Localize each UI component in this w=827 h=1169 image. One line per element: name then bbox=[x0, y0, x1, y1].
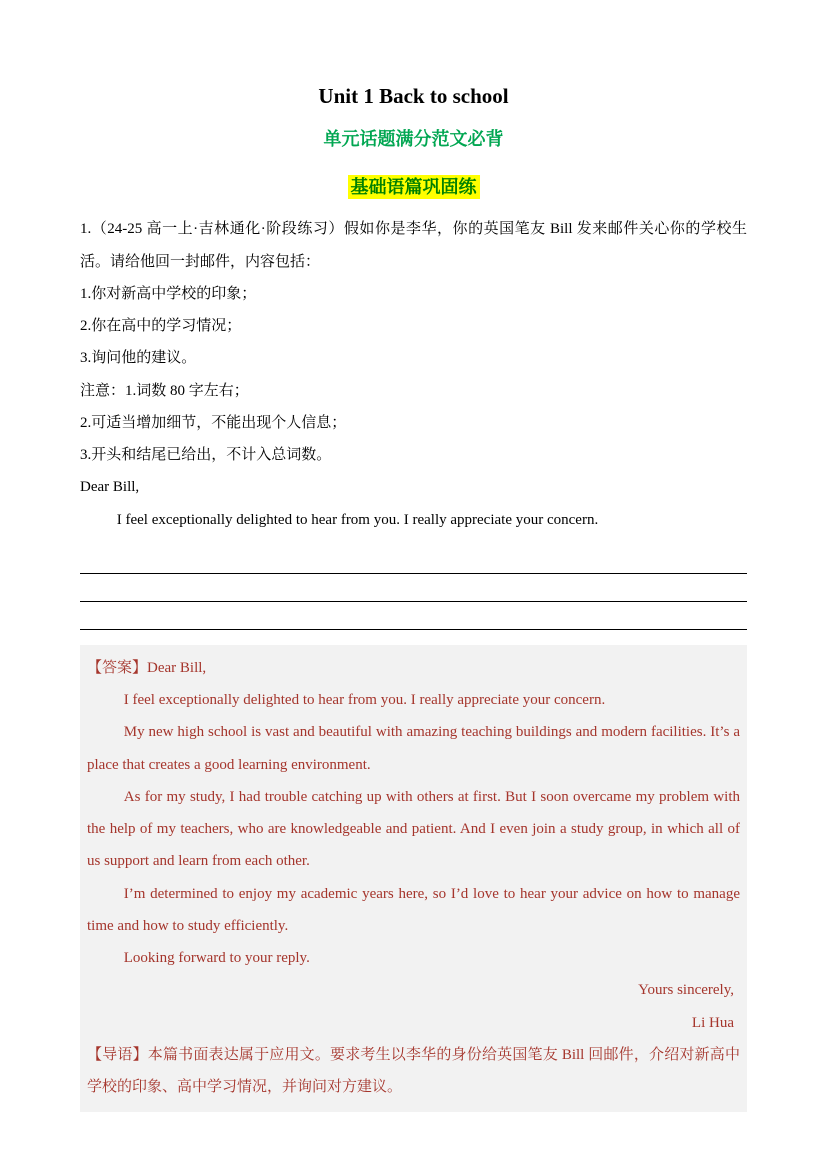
task-note-2: 2.可适当增加细节，不能出现个人信息； bbox=[80, 414, 347, 431]
task-block bbox=[80, 213, 747, 536]
answer-salutation-line bbox=[87, 652, 740, 684]
answer-paragraph-3: As for my study, I had trouble catching up with others at first. But I soon overcame my problem with the help of my teachers, who are knowledgeable and patient. And I even join a study group, in which all of us support and learn from each other. bbox=[87, 788, 740, 870]
answer-paragraph-4: I’m determined to enjoy my academic years here, so I’d love to hear your advice on how to manage time and how to study efficiently. bbox=[87, 885, 740, 934]
letter-opening: I feel exceptionally delighted to hear from you. I really appreciate your concern. bbox=[116, 511, 599, 528]
answer-signature: Li Hua bbox=[691, 1014, 734, 1031]
analysis-label: 【导语】 bbox=[87, 1046, 148, 1063]
answer-paragraph-2: My new high school is vast and beautiful with amazing teaching buildings and modern facilities. It’s a place that creates a good learning environment. bbox=[87, 724, 740, 773]
task-prompt: 1.（24-25 高一上·吉林通化·阶段练习）假如你是李华，你的英国笔友 Bill 发来邮件关心你的学校生活。请给他回一封邮件，内容包括： bbox=[80, 221, 747, 270]
writing-lines bbox=[80, 546, 747, 630]
task-note-3: 3.开头和结尾已给出，不计入总词数。 bbox=[80, 447, 332, 464]
answer-salutation: Dear Bill, bbox=[147, 659, 207, 676]
task-note-1: 注意：1.词数 80 字左右； bbox=[80, 382, 249, 399]
unit-title: Unit 1 Back to school bbox=[318, 84, 509, 108]
answer-paragraph-5: Looking forward to your reply. bbox=[123, 950, 310, 967]
analysis-line bbox=[87, 1039, 740, 1104]
writing-line-3 bbox=[80, 602, 747, 630]
answer-section bbox=[80, 645, 747, 1113]
task-point-1: 1.你对新高中学校的印象； bbox=[80, 285, 257, 302]
section-heading-row bbox=[80, 175, 747, 200]
section-heading: 基础语篇巩固练 bbox=[348, 175, 480, 200]
task-point-2: 2.你在高中的学习情况； bbox=[80, 318, 242, 335]
topic-subtitle: 单元话题满分范文必背 bbox=[323, 129, 504, 150]
analysis-text: 本篇书面表达属于应用文。要求考生以李华的身份给英国笔友 Bill 回邮件，介绍对新高中学校的印象、高中学习情况，并询问对方建议。 bbox=[87, 1046, 740, 1096]
writing-line-1 bbox=[80, 546, 747, 574]
letter-salutation: Dear Bill, bbox=[80, 479, 140, 496]
answer-paragraph-1: I feel exceptionally delighted to hear from you. I really appreciate your concern. bbox=[123, 692, 606, 709]
answer-label: 【答案】 bbox=[87, 659, 148, 676]
answer-closing: Yours sincerely, bbox=[638, 982, 734, 999]
writing-line-2 bbox=[80, 574, 747, 602]
task-point-3: 3.询问他的建议。 bbox=[80, 350, 197, 367]
